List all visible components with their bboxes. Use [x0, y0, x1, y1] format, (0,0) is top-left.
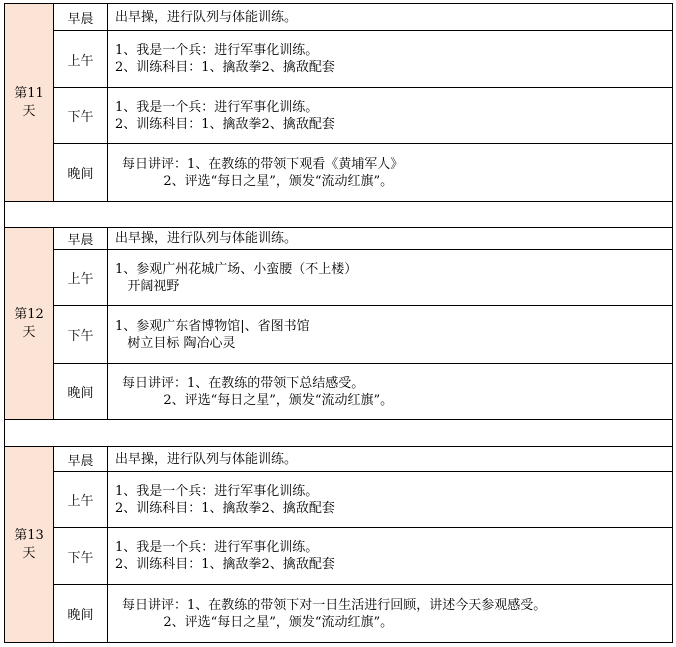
table-row: [5, 31, 673, 88]
period-label: 上午: [54, 250, 108, 306]
period-label: 晚间: [54, 585, 108, 643]
day-label-suffix: 天: [22, 324, 36, 340]
day-label-number: 第13: [14, 527, 44, 543]
day-label-suffix: 天: [22, 545, 36, 561]
table-row: [5, 472, 673, 528]
day-label-cell: [5, 4, 54, 202]
period-content: [108, 585, 673, 643]
content-line: 2、评选“每日之星”，颁发“流动红旗”。: [122, 392, 394, 408]
schedule-table: [4, 3, 673, 643]
content-line: 出早操，进行队列与体能训练。: [115, 451, 298, 467]
table-row: [5, 144, 673, 202]
content-line: 2、训练科目：1、擒敌拳2、擒敌配套: [115, 557, 335, 572]
day-label-number: 第12: [14, 306, 44, 322]
content-line: 2、评选“每日之星”，颁发“流动红旗”。: [122, 173, 394, 189]
period-label: 早晨: [54, 4, 108, 31]
period-label: 晚间: [54, 144, 108, 202]
content-line: 1、参观广东省博物馆|、省图书馆: [115, 318, 310, 334]
period-label: 早晨: [54, 228, 108, 250]
table-row: [5, 88, 673, 144]
content-line: 开阔视野: [115, 278, 180, 294]
period-label: 上午: [54, 31, 108, 88]
content-line: 每日讲评：1、在教练的带领下总结感受。: [122, 375, 365, 391]
period-label: 早晨: [54, 447, 108, 472]
content-line: 1、我是一个兵：进行军事化训练。: [115, 99, 319, 115]
content-line: 2、训练科目：1、擒敌拳2、擒敌配套: [115, 116, 335, 132]
table-row: [5, 228, 673, 250]
day-label-cell: [5, 447, 54, 643]
content-line: 出早操，进行队列与体能训练。: [115, 231, 298, 246]
period-content: [108, 31, 673, 88]
period-label: 下午: [54, 528, 108, 585]
period-content: [108, 88, 673, 144]
table-row: [5, 528, 673, 585]
day-label-number: 第11: [14, 85, 44, 101]
content-line: 2、评选“每日之星”，颁发“流动红旗”。: [122, 614, 394, 630]
period-label: 下午: [54, 306, 108, 364]
period-content: [108, 4, 673, 31]
content-line: 1、我是一个兵：进行军事化训练。: [115, 483, 319, 499]
content-line: 每日讲评：1、在教练的带领下对一日生活进行回顾，讲述今天参观感受。: [122, 597, 547, 613]
table-row: [5, 4, 673, 31]
content-line: 树立目标 陶冶心灵: [115, 335, 236, 351]
period-content: [108, 447, 673, 472]
period-label: 下午: [54, 88, 108, 144]
period-content: [108, 250, 673, 306]
table-row: [5, 364, 673, 420]
day-label-cell: [5, 228, 54, 420]
content-line: 1、参观广州花城广场、小蛮腰（不上楼）: [115, 261, 358, 277]
period-content: [108, 144, 673, 202]
table-row: [5, 585, 673, 643]
period-content: [108, 364, 673, 420]
period-content: [108, 472, 673, 528]
period-label: 上午: [54, 472, 108, 528]
period-content: [108, 228, 673, 250]
content-line: 1、我是一个兵：进行军事化训练。: [115, 540, 319, 555]
period-content: [108, 528, 673, 585]
content-line: 2、训练科目：1、擒敌拳2、擒敌配套: [115, 500, 335, 516]
period-content: [108, 306, 673, 364]
day-label-suffix: 天: [22, 103, 36, 119]
period-label: 晚间: [54, 364, 108, 420]
table-row: [5, 250, 673, 306]
content-line: 出早操，进行队列与体能训练。: [115, 9, 298, 25]
table-row: [5, 447, 673, 472]
table-row: [5, 306, 673, 364]
content-line: 1、我是一个兵：进行军事化训练。: [115, 43, 319, 58]
content-line: 每日讲评：1、在教练的带领下观看《黄埔军人》: [122, 156, 404, 172]
spacer-row: [5, 420, 673, 447]
content-line: 2、训练科目：1、擒敌拳2、擒敌配套: [115, 60, 335, 75]
spacer-row: [5, 202, 673, 228]
